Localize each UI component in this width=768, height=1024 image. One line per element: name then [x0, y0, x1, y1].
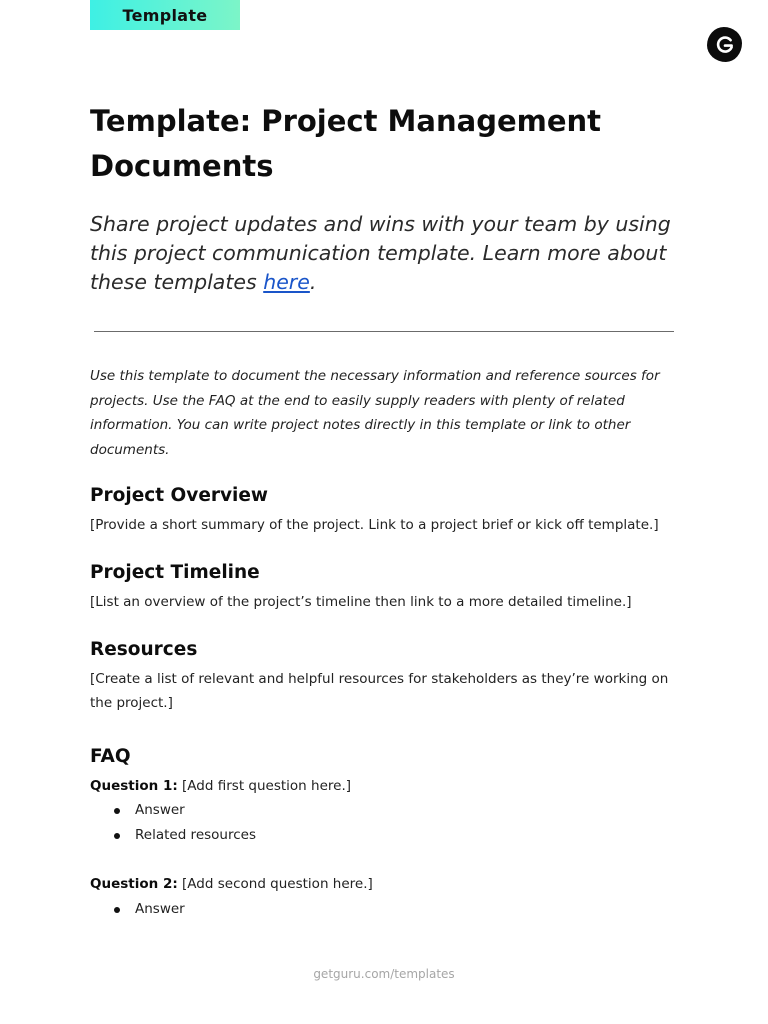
- question-2-label: Question 2:: [90, 876, 178, 892]
- list-item: Answer: [90, 897, 185, 922]
- question-1-label: Question 1:: [90, 778, 178, 794]
- page-title: Template: Project Management Documents: [90, 104, 602, 183]
- list-item: Related resources: [90, 823, 256, 848]
- list-item: Answer: [90, 798, 256, 823]
- footer-link[interactable]: getguru.com/templates: [313, 967, 455, 981]
- project-timeline-text: [List an overview of the project’s timeline then link to a more detailed timeline.]: [90, 594, 632, 610]
- heading-project-overview: Project Overview: [90, 485, 269, 506]
- divider: [94, 331, 674, 332]
- subtitle: [90, 210, 690, 297]
- project-overview-text: [Provide a short summary of the project. Link to a project brief or kick off template.]: [90, 517, 659, 533]
- template-tag: Template: [90, 0, 240, 30]
- subtitle-end: .: [309, 270, 317, 294]
- intro-text: Use this template to document the necessary information and reference sources for projects. Use the FAQ at the end to easily supply readers with plenty of related information. You can write project notes directly in this template or link to other documents.: [90, 368, 660, 458]
- question-1-text: [Add first question here.]: [177, 778, 352, 794]
- question-2-text: [Add second question here.]: [177, 876, 373, 892]
- faq-question-2: [90, 872, 680, 896]
- faq-question-1: [90, 774, 680, 798]
- subtitle-text: Share project updates and wins with your team by using this project communication template. Learn more about these templates: [90, 212, 671, 294]
- heading-faq: FAQ: [90, 746, 131, 767]
- question-1-bullets: [90, 798, 256, 847]
- learn-more-link[interactable]: here: [263, 270, 310, 294]
- heading-resources: Resources: [90, 639, 198, 660]
- heading-project-timeline: Project Timeline: [90, 562, 260, 583]
- guru-logo-icon[interactable]: [707, 27, 742, 62]
- resources-text: [Create a list of relevant and helpful resources for stakeholders as they’re working on the project.]: [90, 671, 669, 711]
- question-2-bullets: [90, 897, 185, 922]
